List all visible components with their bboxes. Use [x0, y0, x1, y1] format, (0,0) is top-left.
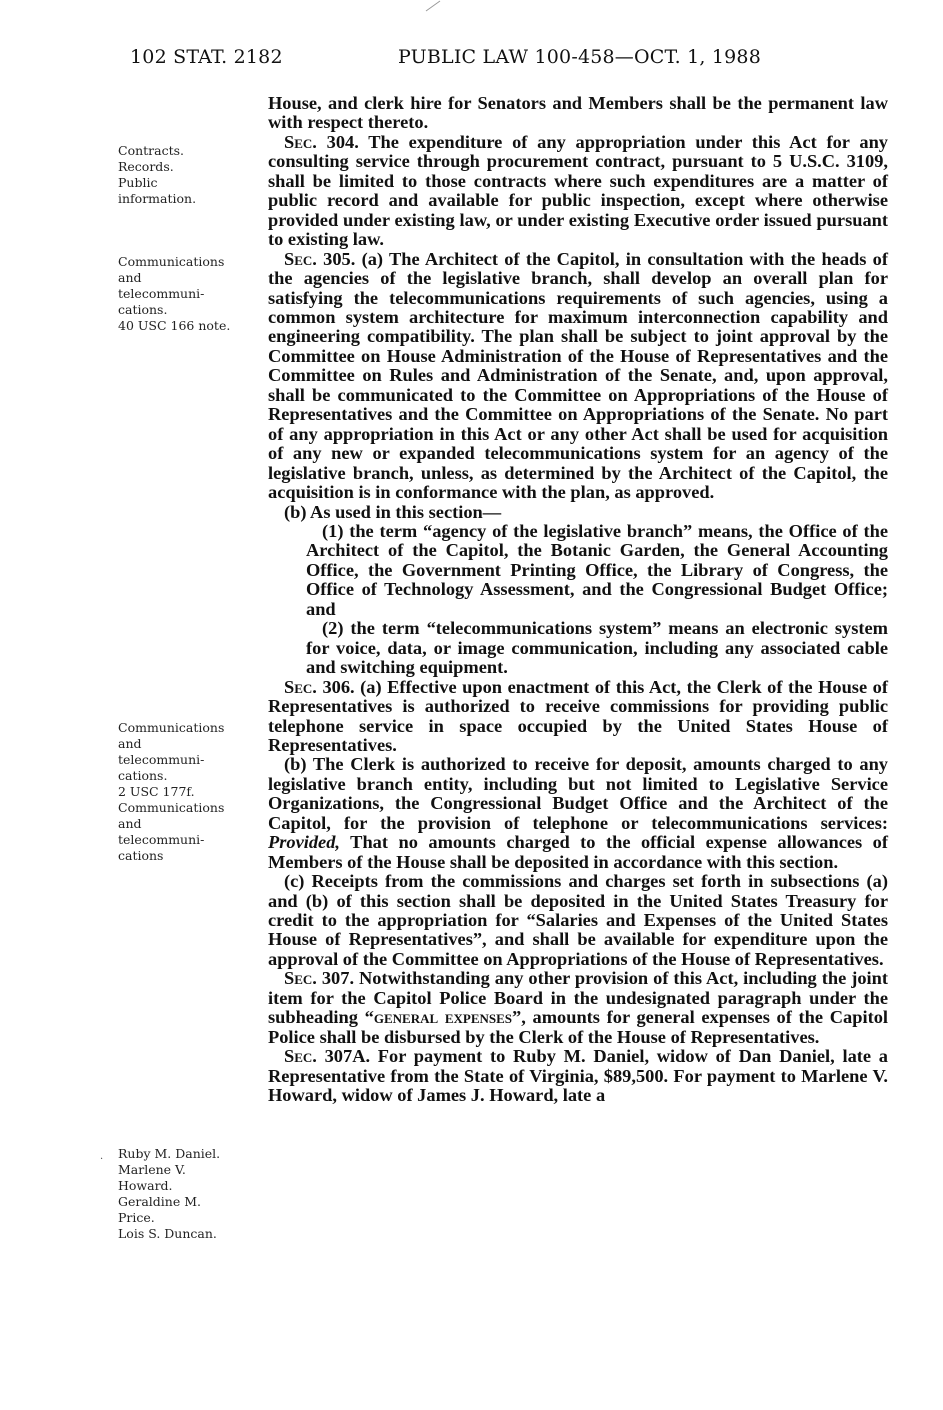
margin-note-contracts: Contracts. Records. Public information. — [118, 143, 197, 206]
section-305-a: Sec. 305. (a) The Architect of the Capitol, in consultation with the heads of the agencies of the legislative branch, shall develop an overall plan for satisfying the telecommunications requirements of such agencies, using a common system architecture for maximum interconnection capability and engineering compatibility. The plan shall be subject to joint approval by the Committee on House Administration of the House of Representatives and the Committee on Rules and Administration of the Senate, and, upon approval, shall be communicated to the Committee on Appropriations of the House of Representatives and the Committee on Appropriations of the Senate. No part of any appropriation in this Act or any other Act shall be used for acquisition of any new or expanded telecommunications system for an agency of the legislative branch, unless, as determined by the Architect of the Capitol, the acquisition is in conformance with the plan, as approved. — [268, 248, 888, 503]
scan-mark — [424, 0, 442, 12]
paragraph-continuation: House, and clerk hire for Senators and Members shall be the permanent law with respect thereto. — [268, 93, 888, 133]
section-305-b-1: (1) the term “agency of the legislative branch” means, the Office of the Architect of the Capitol, the Botanic Garden, the General Accounting Office, the Government Printing Office, the Library of Congress, the Office of Technology Assessment, and the Congressional Budget Office; and — [306, 520, 888, 619]
margin-note-widows: Ruby M. Daniel. Marlene V. Howard. Geraldine M. Price. Lois S. Duncan. — [118, 1146, 221, 1241]
section-306-b: (b) The Clerk is authorized to receive for deposit, amounts charged to any legislative branch entity, including but not limited to Legislative Service Organizations, the Congressional Budget Office and the Architect of the Capitol, for the provision of telephone or telecommunications services: Provided, That no amounts charged to the official expense allowances of Members of the House shall be deposited in accordance with this section. — [268, 754, 888, 872]
margin-note-communications-1: Communications and telecommuni- cations. 40 USC 166 note. — [118, 254, 231, 333]
section-306-c: (c) Receipts from the commissions and charges set forth in subsections (a) and (b) of this section shall be deposited in the United States Treasury for credit to the appropriation for “Salaries and Expenses of the United States House of Representatives”, and shall be available for expenditure upon the approval of the Committee on Appropriations of the House of Representatives. — [268, 871, 888, 969]
section-305-b: (b) As used in this section— — [284, 501, 502, 522]
section-306-a: Sec. 306. (a) Effective upon enactment of this Act, the Clerk of the House of Representatives is authorized to receive commissions for providing public telephone service in space occupied by the United States House of Representatives. — [268, 676, 888, 755]
statute-body — [268, 94, 888, 1106]
section-305-b-2: (2) the term “telecommunications system” means an electronic system for voice, data, or image communication, including any associated cable and switching equipment. — [306, 618, 888, 678]
statute-page-number: 102 STAT. 2182 — [130, 46, 283, 68]
section-307: Sec. 307. Notwithstanding any other provision of this Act, including the joint item for the Capitol Police Board in the undesignated paragraph under the subheading “general expenses”, amounts for general expenses of the Capitol Police shall be disbursed by the Clerk of the House of Representatives. — [268, 968, 888, 1047]
public-law-title: PUBLIC LAW 100-458—OCT. 1, 1988 — [398, 46, 762, 68]
section-307a: Sec. 307A. For payment to Ruby M. Daniel, widow of Dan Daniel, late a Representative from the State of Virginia, $89,500. For payment to Marlene V. Howard, widow of James J. Howard, late a — [268, 1046, 888, 1106]
margin-note-communications-2: Communications and telecommuni- cations. 2 USC 177f. Communications and telecommuni- cations — [118, 720, 225, 863]
section-304: Sec. 304. The expenditure of any appropriation under this Act for any consulting service through procurement contract, pursuant to 5 U.S.C. 3109, shall be limited to those contracts where such expenditures are a matter of public record and available for public inspection, except where otherwise provided under existing law, or under existing Executive order issued pursuant to existing law. — [268, 131, 888, 250]
margin-tick: · — [100, 1154, 104, 1165]
